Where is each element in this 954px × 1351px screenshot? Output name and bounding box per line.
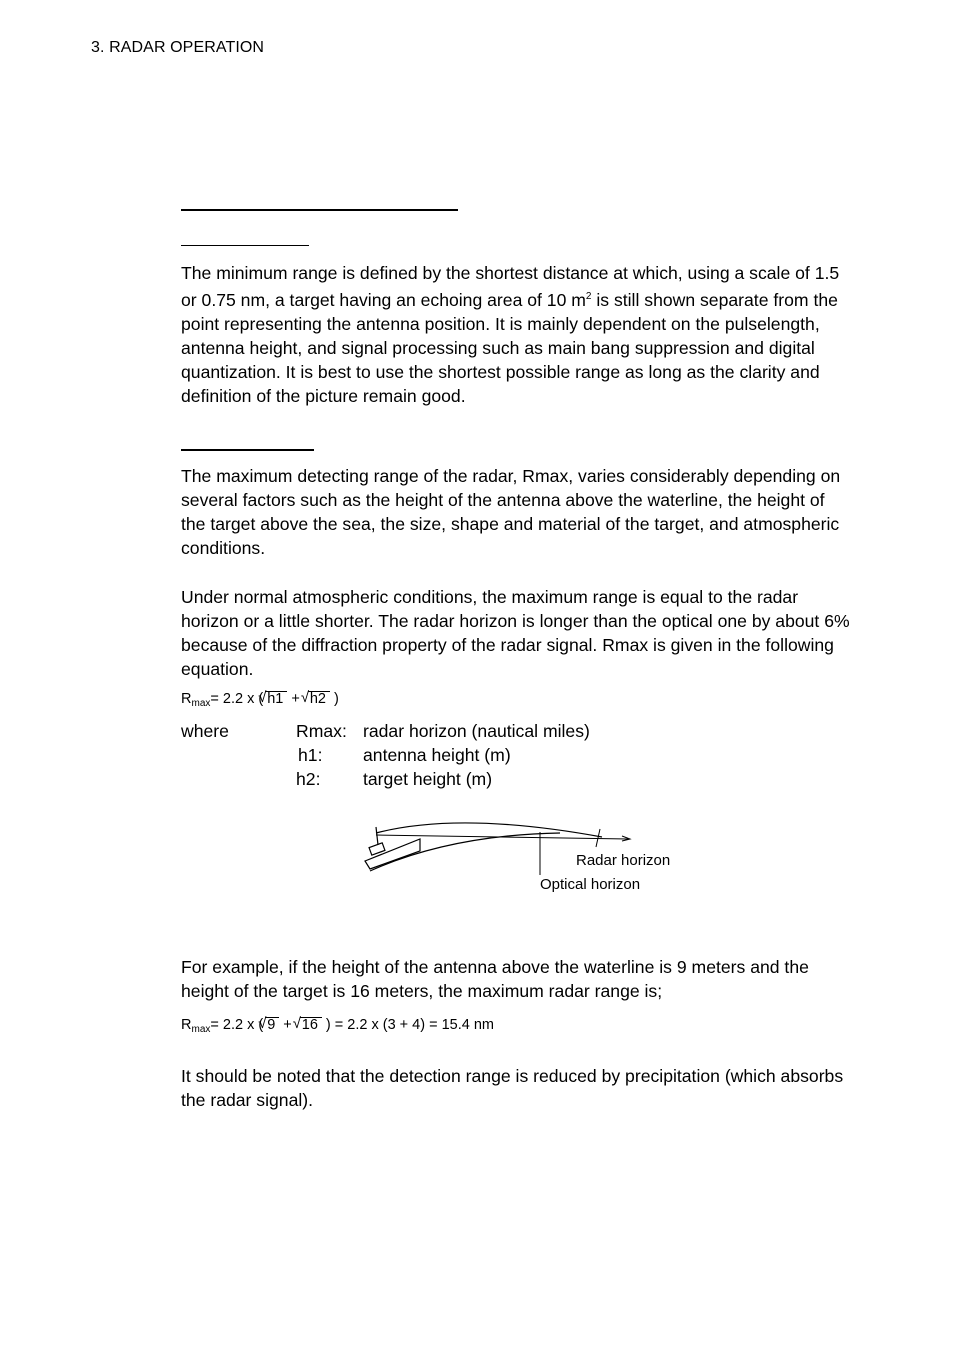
eq-plus: + [287, 691, 300, 707]
antenna-mast [376, 827, 378, 845]
subsection-title-rule-max-range [181, 449, 314, 451]
eq-close: ) [329, 691, 339, 707]
eq2-rest: ) = 2.2 x (3 + 4) = 15.4 nm [321, 1017, 494, 1033]
ship-cabin [369, 843, 385, 855]
min-range-paragraph [181, 261, 851, 408]
note-paragraph: It should be noted that the detection range is reduced by precipitation (which absorbs the radar signal). [181, 1066, 844, 1110]
eq-lhs: = 2.2 x ( [210, 691, 264, 707]
rmax-equation [181, 691, 339, 709]
subsection-title-rule-min-range [181, 245, 309, 246]
sqrt-9: √ 9 [265, 1017, 279, 1033]
where-sym-rmax: Rmax: [296, 721, 347, 741]
max-range-paragraph-2: Under normal atmospheric conditions, the maximum range is equal to the radar horizon or a little shorter. The radar horizon is longer than the optical one by about 6% because of the diffraction property of the radar signal. Rmax is given in the following equation. [181, 587, 850, 679]
sqrt-16: √ 16 [300, 1017, 322, 1033]
radar-horizon-label: Radar horizon [576, 852, 671, 869]
optical-horizon-label: Optical horizon [540, 876, 641, 893]
eq-r: R [181, 691, 192, 707]
eq2-r: R [181, 1017, 192, 1033]
page-header: 3. RADAR OPERATION [91, 39, 265, 56]
eq2-plus: + [279, 1017, 292, 1033]
where-desc-h1: antenna height (m) [363, 745, 511, 765]
radar-beam-curve [376, 823, 602, 837]
example-equation [181, 1017, 494, 1035]
where-desc-rmax: radar horizon (nautical miles) [363, 721, 590, 741]
eq2-lhs: = 2.2 x ( [210, 1017, 264, 1033]
where-sym-h1: h1: [298, 745, 323, 765]
sqrt-h1: √ h1 [265, 691, 287, 707]
where-sym-h2: h2: [296, 769, 321, 789]
superscript: 2 [585, 291, 592, 302]
radar-horizon-marker [596, 829, 600, 847]
max-range-paragraph-1: The maximum detecting range of the radar, Rmax, varies considerably depending on several factors such as the height of the antenna above the waterline, the height of the target above the sea, the size, shape and material of the target, and atmospheric conditions. [181, 466, 841, 558]
min-range-text-2: is still shown separate from the point representing the antenna position. It is mainly dependent on the pulselength, antenna height, and signal processing such as main bang suppression and digital quantization. It is best to use the shortest possible range as long as the clarity and definition of the picture remain good. [181, 289, 838, 406]
sqrt-h2: √ h2 [308, 691, 330, 707]
example-paragraph: For example, if the height of the antenna above the waterline is 9 meters and the height of the target is 16 meters, the maximum radar range is; [181, 957, 809, 1001]
eq2-sub: max [191, 1024, 211, 1035]
where-desc-h2: target height (m) [363, 769, 493, 789]
eq-sub: max [191, 698, 211, 709]
where-label: where [181, 721, 229, 741]
min-range-text-1: The minimum range is defined by the shortest distance at which, using a scale of 1.5 or 0.75 nm, a target having an echoing area of 10 m [181, 263, 840, 310]
section-title-rule [181, 209, 458, 211]
